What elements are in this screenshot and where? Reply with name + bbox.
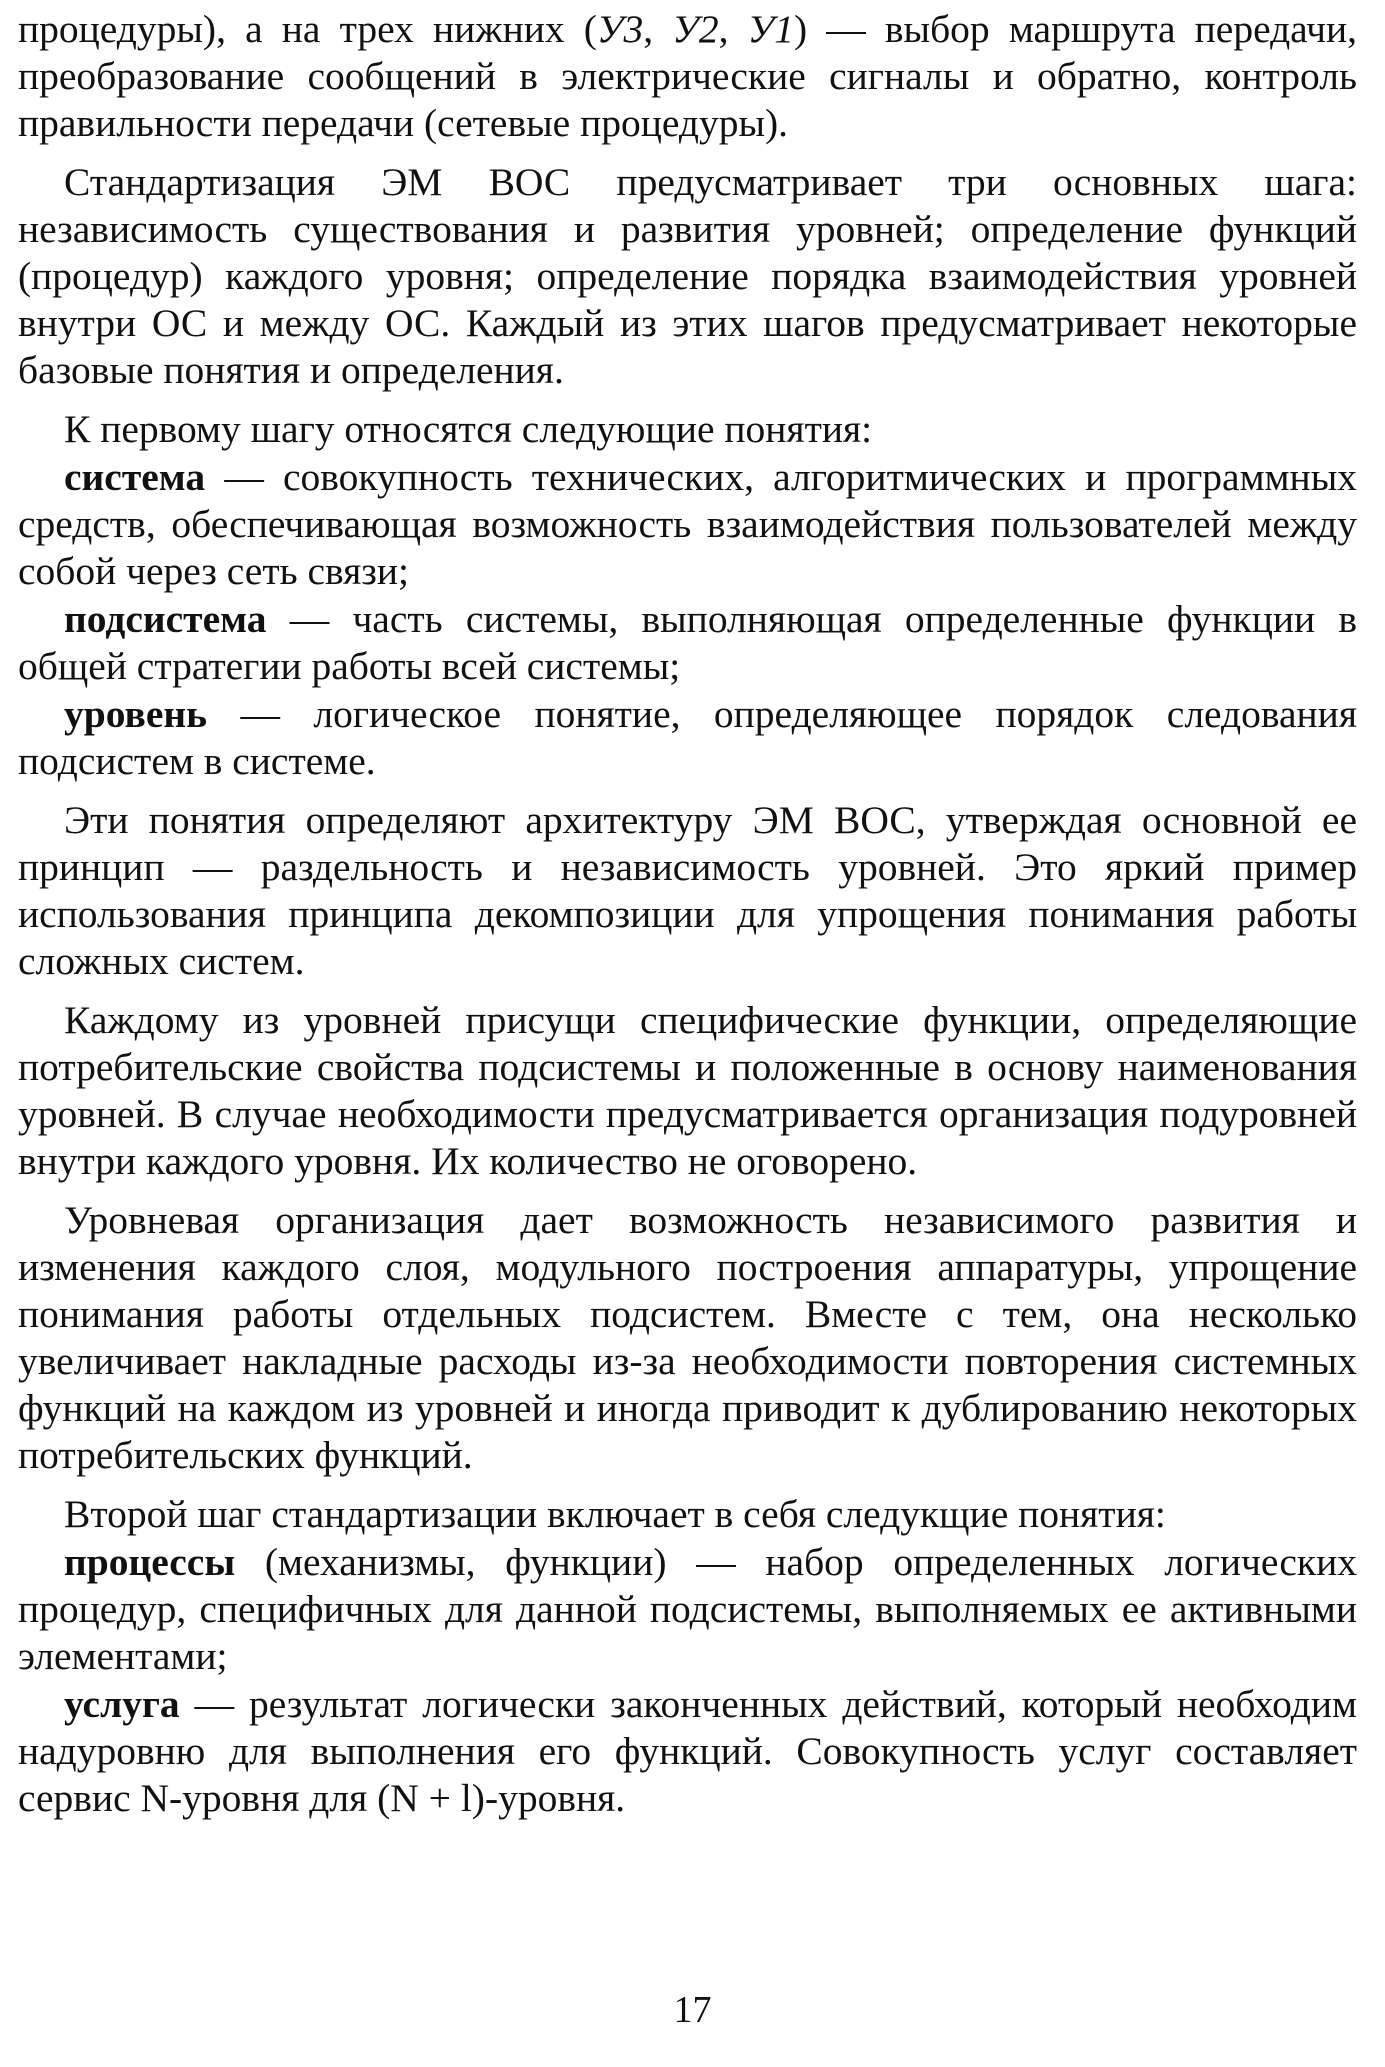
- separator: ,: [718, 7, 748, 51]
- paragraph-architecture: Эти понятия определяют архитектуру ЭМ ВОС, утверждая основной ее принцип — раздельность и независимость уровней. Это яркий пример использования принципа декомпозиции для упрощения понимания работы сложных систем.: [18, 798, 1357, 983]
- paragraph-level-organization: Уровневая организация дает возможность независимого развития и изменения каждого слоя, модульного построения аппаратуры, упрощение понимания работы отдельных подсистем. Вместе с тем, она несколько увеличивает накладные расходы из-за необходимости повторения системных функций на каждом из уровней и иногда приводит к дублированию некоторых потребительских функций.: [18, 1198, 1357, 1477]
- term-level: уровень: [64, 692, 207, 736]
- definition-text: — результат логически законченных действий, который необходим надуровню для выполнения его функций. Совокупность услуг составляет сервис N-уровня для (N + l)-уровня.: [18, 1682, 1357, 1820]
- paragraph-text: процедуры), а на трех нижних (: [18, 7, 597, 51]
- level-label-y3: У3: [596, 7, 644, 51]
- definition-service: [18, 1681, 1357, 1822]
- definition-text: — логическое понятие, определяющее порядок следования подсистем в системе.: [18, 692, 1357, 783]
- definition-text: (механизмы, функции) — набор определенных логических процедур, специфичных для данной подсистемы, выполняемых ее активными элементами;: [18, 1540, 1357, 1678]
- level-label-y2: У2: [672, 7, 719, 51]
- separator: ,: [643, 7, 673, 51]
- definition-subsystem: [18, 596, 1357, 690]
- term-processes: процессы: [64, 1540, 236, 1584]
- definition-text: — часть системы, выполняющая определенные функции в общей стратегии работы всей системы;: [18, 597, 1357, 688]
- paragraph-text: ) — выбор маршрута передачи, преобразование сообщений в электрические сигналы и обратно, контроль правильности передачи (сетевые процедуры).: [18, 7, 1358, 145]
- paragraph-continuation: [18, 6, 1357, 147]
- page-number: 17: [673, 1989, 712, 2031]
- definition-text: — совокупность технических, алгоритмических и программных средств, обеспечивающая возможность взаимодействия пользователей между собой через сеть связи;: [18, 455, 1357, 593]
- term-subsystem: подсистема: [64, 597, 267, 641]
- definition-processes: [18, 1539, 1357, 1680]
- term-service: услуга: [64, 1682, 180, 1726]
- term-system: система: [64, 455, 206, 499]
- definition-level: [18, 691, 1357, 785]
- paragraph-second-step-intro: Второй шаг стандартизации включает в себя следукщие понятия:: [64, 1492, 1166, 1536]
- paragraph-standardization-steps: Стандартизация ЭМ ВОС предусматривает три основных шага: независимость существования и развития уровней; определение функций (процедур) каждого уровня; определение порядка взаимодействия уровней внутри ОС и между ОС. Каждый из этих шагов предусматривает некоторые базовые понятия и определения.: [18, 160, 1357, 392]
- level-label-y1: У1: [747, 7, 794, 51]
- paragraph-level-functions: Каждому из уровней присущи специфические функции, определяющие потребительские свойства подсистемы и положенные в основу наименования уровней. В случае необходимости предусматривается организация подуровней внутри каждого уровня. Их количество не оговорено.: [18, 998, 1357, 1183]
- body-text: [18, 6, 1357, 1822]
- definition-system: [18, 454, 1357, 595]
- paragraph-first-step-intro: К первому шагу относятся следующие понятия:: [64, 407, 873, 451]
